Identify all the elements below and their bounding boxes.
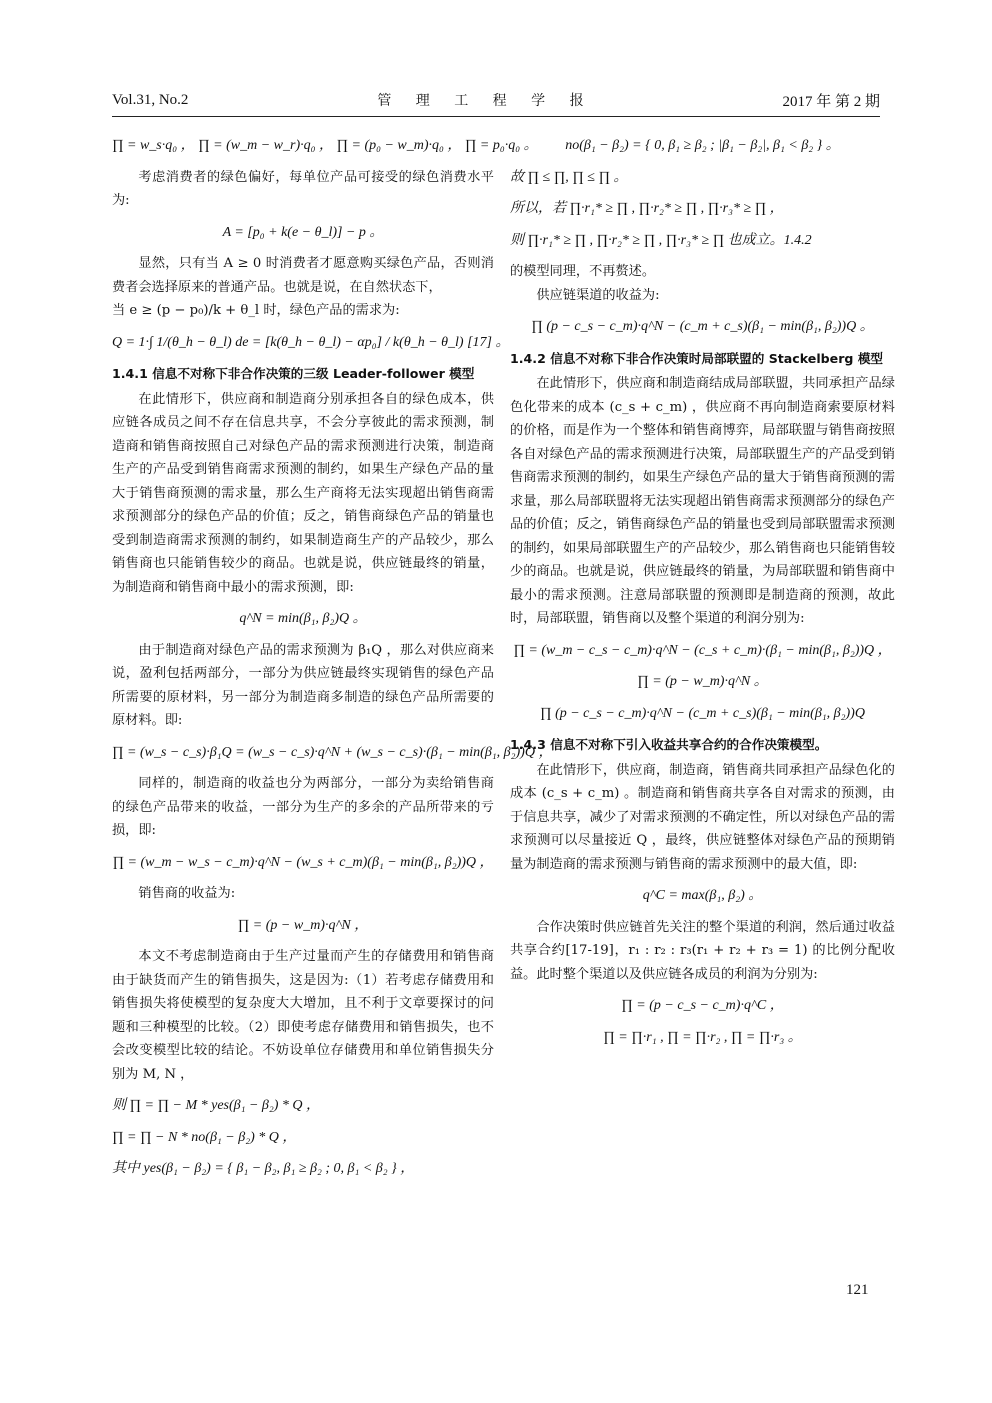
paragraph: 本文不考虑制造商由于生产过量而产生的存储费用和销售商由于缺货而产生的销售损失，这是因为:（1）若考虑存储费用和销售损失将使模型的复杂度大大增加，且不利于文章要探讨的问题和三种模型的比较。（2）即使考虑存储费用和销售损失，也不会改变模型比较的结论。不妨设单位存储费用和单位销售损失分别为 M, N ， — [112, 949, 494, 1082]
paragraph: 供应链渠道的收益为: — [536, 287, 660, 303]
equation: ∏ = (p − c_s − c_m)·q^C ， — [621, 998, 784, 1013]
equation: q^C = max(β₁, β₂) 。 — [642, 888, 763, 903]
equation: A = [p₀ + k(e − θ_l)] − p 。 — [222, 224, 384, 240]
paragraph: 考虑消费者的绿色偏好，每单位产品可接受的绿色消费水平为: — [112, 169, 494, 208]
equation: ∏ = (p − w_m)·q^N ， — [237, 917, 369, 933]
header-volume: Vol.31, No.2 — [112, 91, 189, 108]
header-rule — [112, 116, 880, 117]
paragraph: 的模型同理，不再赘述。 — [510, 264, 656, 279]
paragraph: 当 e ≥ (p − p₀)/k + θ_l 时，绿色产品的需求为: — [112, 303, 400, 318]
paragraph: 在此情形下，供应商，制造商，销售商共同承担产品绿色化的成本 (c_s + c_m) 。制造商和销售商共享各自对需求的预测，由于信息共享，减少了对需求预测的不确定性，所以对绿色产品的需求预测可以尽量接近 Q ，最终，供应链整体对绿色产品的预期销量为制造商的需求预测与销售商的需求预测中的最大值，即: — [510, 762, 895, 872]
equation: ∏ = ∏·r₁ , ∏ = ∏·r₂ , ∏ = ∏·r₃ 。 — [603, 1029, 802, 1045]
paragraph: 显然，只有当 A ≥ 0 时消费者才愿意购买绿色产品，否则消费者会选择原来的普通产品。也就是说，在自然状态下， — [112, 256, 494, 295]
equation: no(β₁ − β₂) = { 0, β₁ ≥ β₂ ; |β₁ − β₂|, β₁ < β₂ } 。 — [565, 138, 840, 153]
equation: 故 ∏ ≤ ∏, ∏ ≤ ∏ 。 — [510, 169, 628, 185]
paragraph: 在此情形下，供应商和制造商分别承担各自的绿色成本，供应链各成员之间不存在信息共享，不会分享彼此的需求预测，制造商和销售商按照自己对绿色产品的需求预测进行决策，制造商生产的产品受到销售商需求预测的制约，如果生产绿色产品的量大于销售商预测的需求量，那么生产商将无法实现超出销售商需求预测部分的绿色产品的价值；反之，销售商绿色产品的销量也受到制造商需求预测的制约，如果制造商生产的产品较少，那么销售商也只能销售较少的商品。也就是说，供应链最终的销量，为制造商和销售商中最小的需求预测，即: — [112, 391, 494, 595]
equation: ∏ = (p − w_m)·q^N 。 — [637, 674, 768, 689]
page-number: 121 — [846, 1282, 869, 1298]
equation: 其中 yes(β₁ − β₂) = { β₁ − β₂, β₁ ≥ β₂ ; 0, β₁ < β₂ } ， — [112, 1161, 415, 1176]
equation: ∏ = (w_s − c_s)·β₁Q = (w_s − c_s)·q^N + (w_s − c_s)·(β₁ − min(β₁, β₂))Q ， — [112, 744, 553, 760]
equation: 则 ∏ = ∏ − M * yes(β₁ − β₂) * Q ， — [112, 1098, 321, 1113]
equation: ∏ (p − c_s − c_m)·q^N − (c_m + c_s)(β₁ − min(β₁, β₂))Q 。 — [531, 319, 874, 334]
header-journal: 管 理 工 程 学 报 — [377, 93, 594, 109]
paragraph: 销售商的收益为: — [138, 886, 236, 901]
paragraph: 同样的，制造商的收益也分为两部分，一部分为卖给销售商的绿色产品带来的收益，一部分为生产的多余的产品所带来的亏损，即: — [112, 776, 494, 838]
equation: 所以，若 ∏·r₁* ≥ ∏ , ∏·r₂* ≥ ∏ , ∏·r₃* ≥ ∏ ， — [510, 201, 784, 216]
section-heading: 1.4.3 信息不对称下引入收益共享合约的合作决策模型。 — [510, 737, 828, 752]
left-column — [112, 126, 553, 1189]
equation: ∏ = (w_m − c_s − c_m)·q^N − (c_s + c_m)·(β₁ − min(β₁, β₂))Q ， — [513, 642, 892, 658]
equation: Q = 1·∫ 1/(θ_h − θ_l) de = [k(θ_h − θ_l) − αp₀] / k(θ_h − θ_l) [17] 。 — [112, 334, 510, 350]
section-heading: 1.4.1 信息不对称下非合作决策的三级 Leader-follower 模型 — [112, 366, 475, 381]
paragraph: 合作决策时供应链首先关注的整个渠道的利润，然后通过收益共享合约[17-19]，r₁ : r₂ : r₃(r₁ + r₂ + r₃ = 1) 的比例分配收益。此时整个渠道以及供应链各成员的利润为分别为: — [510, 919, 895, 982]
header-issue: 2017 年 第 2 期 — [782, 93, 880, 110]
equation: q^N = min(β₁, β₂)Q 。 — [239, 611, 367, 626]
right-column — [510, 126, 895, 1057]
equation: ∏ (p − c_s − c_m)·q^N − (c_m + c_s)(β₁ − min(β₁, β₂))Q — [540, 705, 865, 721]
equation: ∏ = (w_m − w_s − c_m)·q^N − (w_s + c_m)(β₁ − min(β₁, β₂))Q ， — [112, 854, 494, 870]
equation: ∏ = w_s·q₀ ， ∏ = (w_m − w_r)·q₀ ， ∏ = (p₀ − w_m)·q₀ ， ∏ = p₀·q₀ 。 — [112, 138, 538, 153]
paragraph: 由于制造商对绿色产品的需求预测为 β₁Q ，那么对供应商来说，盈利包括两部分，一部分为供应链最终实现销售的绿色产品所需要的原材料，另一部分为制造商多制造的绿色产品所需要的原材料。即: — [112, 642, 494, 728]
section-heading: 1.4.2 信息不对称下非合作决策时局部联盟的 Stackelberg 模型 — [510, 350, 884, 366]
equation: 则 ∏·r₁* ≥ ∏ , ∏·r₂* ≥ ∏ , ∏·r₃* ≥ ∏ 也成立。1.4.2 — [510, 232, 812, 248]
equation: ∏ = ∏ − N * no(β₁ − β₂) * Q ， — [112, 1129, 297, 1145]
running-header — [112, 88, 880, 112]
paragraph: 在此情形下，供应商和制造商结成局部联盟，共同承担产品绿色化带来的成本 (c_s + c_m) ，供应商不再向制造商索要原材料的价格，而是作为一个整体和销售商博弈，局部联盟与销售商按照各自对绿色产品的需求预测进行决策，局部联盟生产的产品受到销售商需求预测的制约，如果生产绿色产品的量大于销售商预测的需求量，那么局部联盟将无法实现超出销售商需求预测部分的绿色产品的价值；反之，销售商绿色产品的销量也受到局部联盟需求预测的制约，如果局部联盟生产的产品较少，那么销售商也只能销售较少的商品。也就是说，供应链最终的销量，为局部联盟和销售商中最小的需求预测。注意局部联盟的预测即是制造商的预测，故此时，局部联盟，销售商以及整个渠道的利润分别为: — [510, 376, 895, 626]
